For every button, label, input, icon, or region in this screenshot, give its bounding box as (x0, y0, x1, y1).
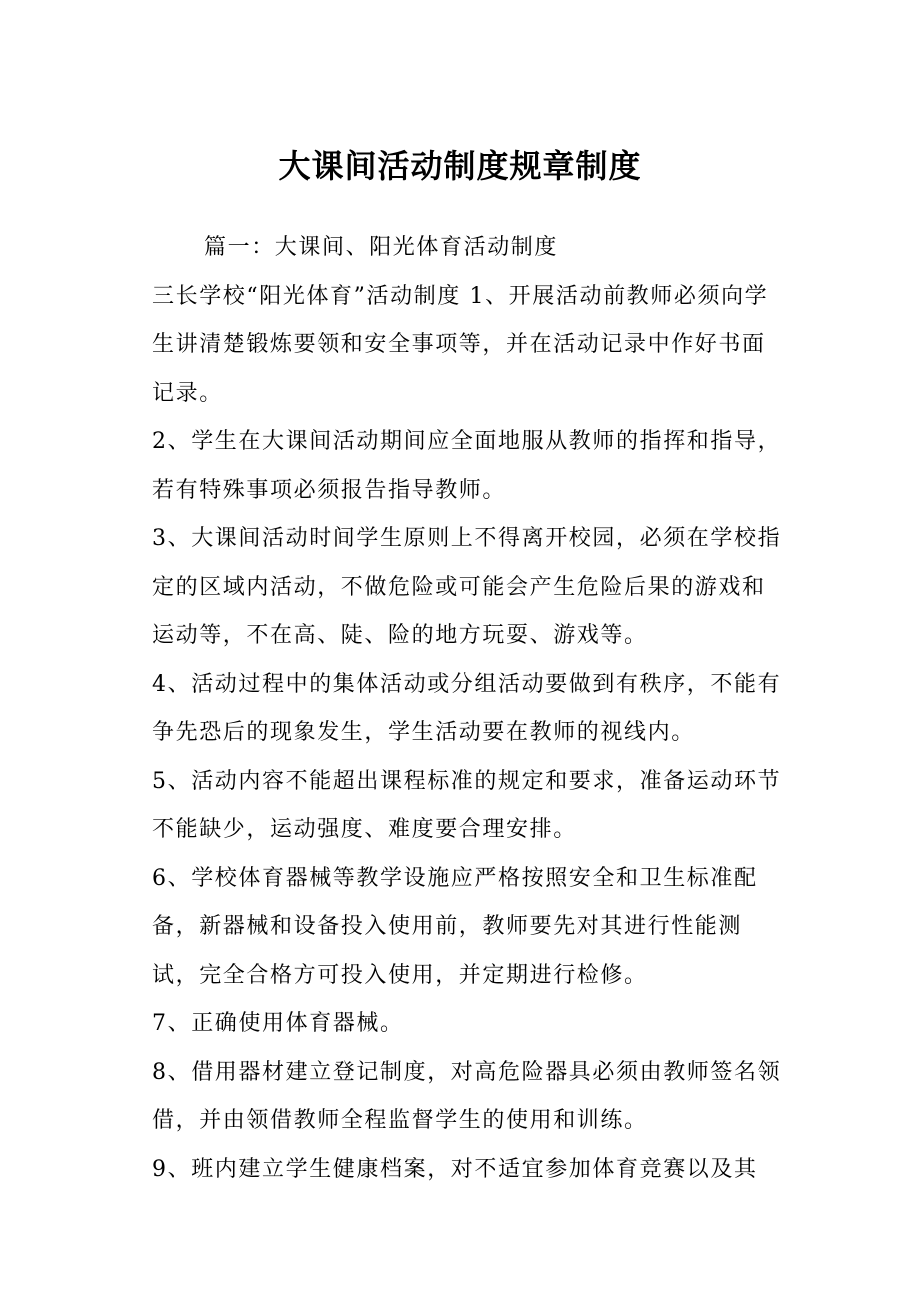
paragraph-5: 5、活动内容不能超出课程标准的规定和要求，准备运动环节不能缺少，运动强度、难度要合理安排。 (152, 768, 782, 842)
paragraph-1: 三长学校“阳光体育”活动制度 1、开展活动前教师必须向学生讲清楚锻炼要领和安全事项等，并在活动记录中作好书面记录。 (152, 283, 769, 406)
document-title: 大课间活动制度规章制度 (278, 147, 642, 185)
paragraph-6: 6、学校体育器械等教学设施应严格按照安全和卫生标准配备，新器械和设备投入使用前，教师要先对其进行性能测试，完全合格方可投入使用，并定期进行检修。 (152, 865, 758, 988)
paragraph-2: 2、学生在大课间活动期间应全面地服从教师的指挥和指导，若有特殊事项必须报告指导教师。 (152, 429, 782, 503)
paragraph-4: 4、活动过程中的集体活动或分组活动要做到有秩序，不能有争先恐后的现象发生，学生活动要在教师的视线内。 (152, 671, 782, 745)
document-body (140, 224, 785, 1194)
section-heading: 篇一：大课间、阳光体育活动制度 (204, 235, 559, 260)
paragraph-9: 9、班内建立学生健康档案，对不适宜参加体育竞赛以及其 (152, 1156, 758, 1182)
paragraph-8: 8、借用器材建立登记制度，对高危险器具必须由教师签名领借，并由领借教师全程监督学生的使用和训练。 (152, 1059, 782, 1133)
paragraph-3: 3、大课间活动时间学生原则上不得离开校园，必须在学校指定的区域内活动，不做危险或可能会产生危险后果的游戏和运动等，不在高、陡、险的地方玩耍、游戏等。 (152, 526, 782, 648)
paragraph-7: 7、正确使用体育器械。 (152, 1011, 404, 1036)
